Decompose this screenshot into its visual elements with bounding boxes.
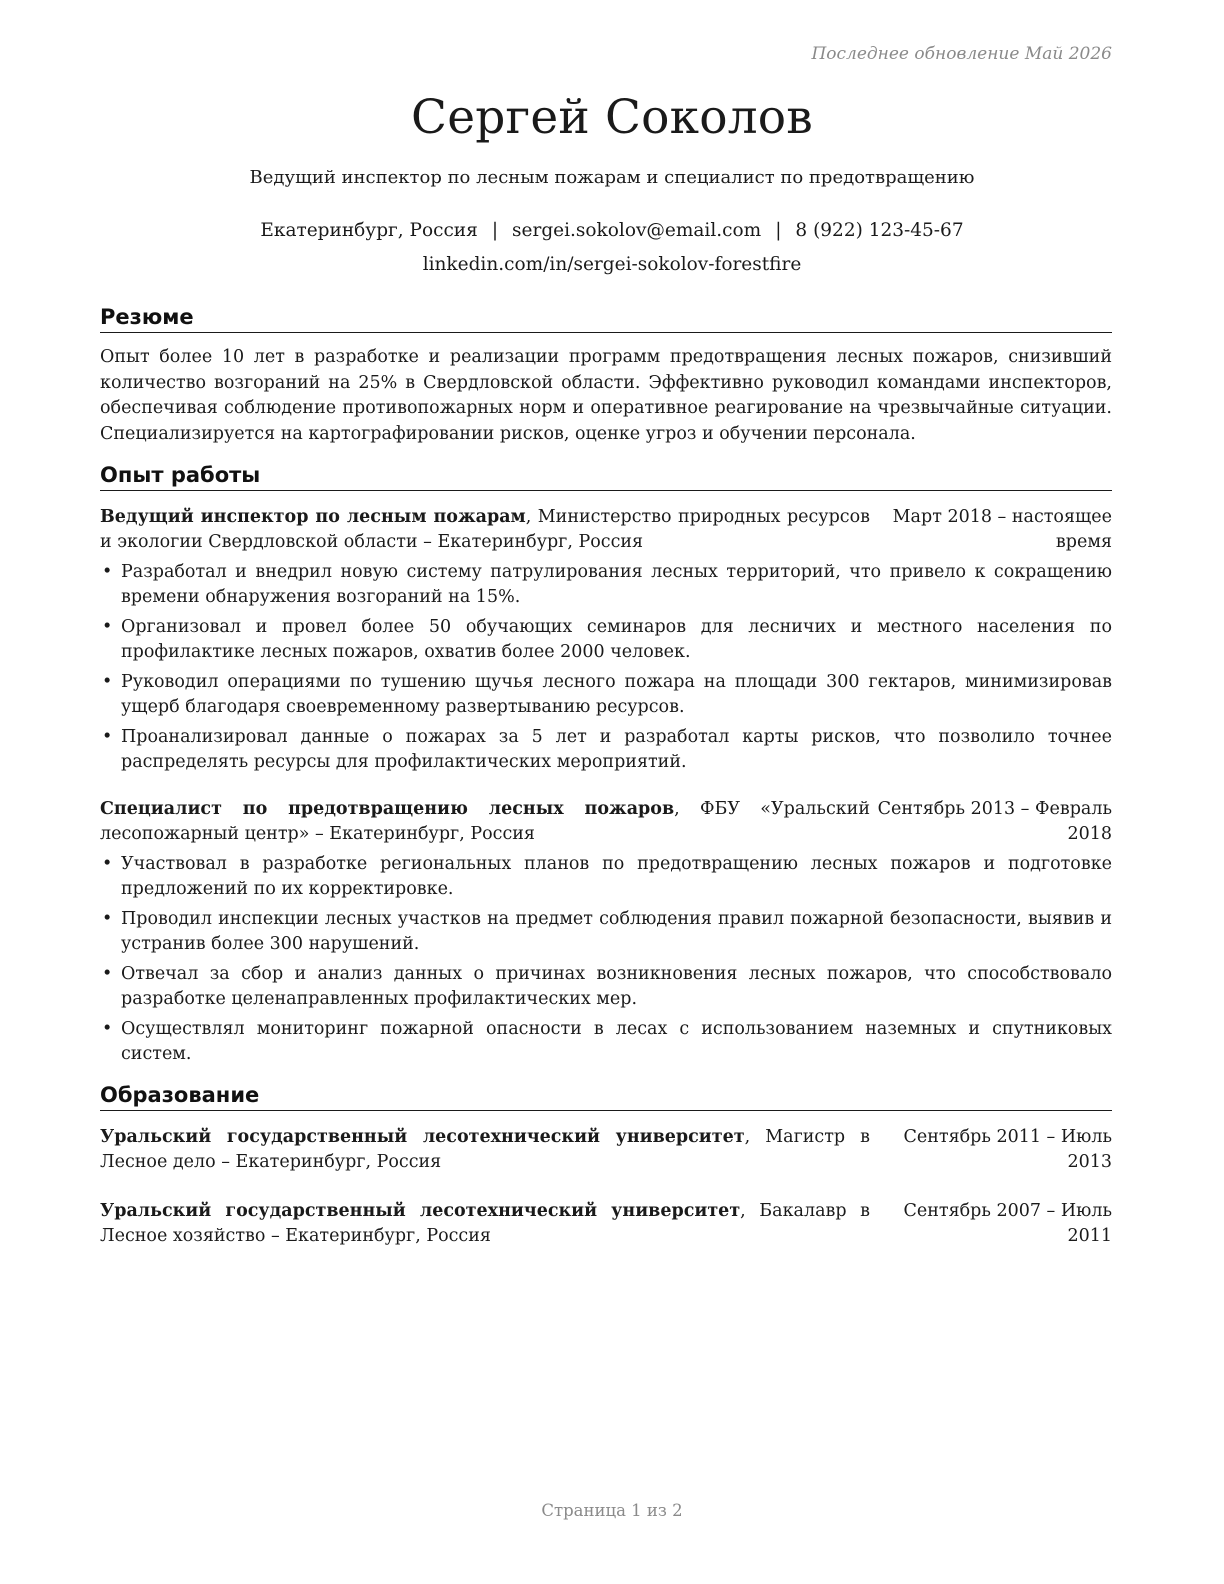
education-header — [100, 1125, 1112, 1175]
job-dates: Март 2018 – настоящее время — [892, 507, 1112, 552]
job-position: Специалист по предотвращению лесных пожаров — [100, 799, 675, 819]
job-employer: , ФБУ «Уральский лесопожарный центр» – Екатеринбург, Россия — [100, 799, 871, 844]
experience-section — [100, 461, 1112, 1067]
last-updated-note: Последнее обновление Май 2026 — [811, 44, 1112, 64]
education-entry — [100, 1125, 1112, 1175]
list-item: • Осуществлял мониторинг пожарной опасности в лесах с использованием наземных и спутниковых систем. — [100, 1017, 1112, 1067]
list-item: • Участвовал в разработке региональных планов по предотвращению лесных пожаров и подготовке предложений по их корректировке. — [100, 852, 1112, 902]
list-item: • Руководил операциями по тушению щучья лесного пожара на площади 300 гектаров, минимизировав ущерб благодаря своевременному развертыванию ресурсов. — [100, 670, 1112, 720]
education-section — [100, 1081, 1112, 1249]
phone-number: 8 (922) 123-45-67 — [795, 220, 964, 241]
job-bullets — [100, 852, 1112, 1067]
job-bullets — [100, 560, 1112, 775]
education-title-line — [100, 1199, 870, 1249]
section-title-experience: Опыт работы — [100, 461, 1112, 491]
section-title-summary: Резюме — [100, 303, 1112, 333]
job-header — [100, 797, 1112, 847]
linkedin-link[interactable]: linkedin.com/in/sergei-sokolov-forestfire — [422, 254, 802, 275]
education-details: , Магистр в Лесное дело – Екатеринбург, Россия — [100, 1127, 871, 1172]
education-dates: Сентябрь 2007 – Июль 2011 — [903, 1201, 1112, 1246]
job-employer: , Министерство природных ресурсов и экологии Свердловской области – Екатеринбург, Россия — [100, 507, 870, 552]
section-title-education: Образование — [100, 1081, 1112, 1111]
job-title-line — [100, 797, 870, 847]
education-dates: Сентябрь 2011 – Июль 2013 — [903, 1127, 1112, 1172]
education-institution: Уральский государственный лесотехнический университет — [100, 1127, 745, 1147]
list-item: • Отвечал за сбор и анализ данных о причинах возникновения лесных пожаров, что способствовало разработке целенаправленных профилактических мер. — [100, 962, 1112, 1012]
job-position: Ведущий инспектор по лесным пожарам — [100, 507, 526, 527]
job-entry — [100, 797, 1112, 1067]
job-dates: Сентябрь 2013 – Февраль 2018 — [877, 799, 1112, 844]
education-details: , Бакалавр в Лесное хозяйство – Екатеринбург, Россия — [100, 1201, 871, 1246]
job-entry — [100, 505, 1112, 775]
education-title-line — [100, 1125, 870, 1175]
resume-header — [0, 88, 1224, 278]
list-item: • Проводил инспекции лесных участков на предмет соблюдения правил пожарной безопасности, выявив и устранив более 300 нарушений. — [100, 907, 1112, 957]
candidate-name: Сергей Соколов — [411, 90, 813, 145]
summary-text: Опыт более 10 лет в разработке и реализации программ предотвращения лесных пожаров, снизивший количество возгораний на 25% в Свердловской области. Эффективно руководил командами инспекторов, обеспечивая соблюдение противопожарных норм и оперативное реагирование на чрезвычайные ситуации. Специализируется на картографировании рисков, оценке угроз и обучении персонала. — [100, 347, 1112, 444]
list-item: • Проанализировал данные о пожарах за 5 лет и разработал карты рисков, что позволило точнее распределять ресурсы для профилактических мероприятий. — [100, 725, 1112, 775]
page-number: Страница 1 из 2 — [541, 1501, 683, 1520]
contact-separator: | — [775, 220, 782, 241]
education-header — [100, 1199, 1112, 1249]
summary-section — [100, 303, 1112, 447]
contact-line — [0, 218, 1224, 244]
resume-content — [100, 303, 1112, 1263]
list-item: • Разработал и внедрил новую систему патрулирования лесных территорий, что привело к сокращению времени обнаружения возгораний на 15%. — [100, 560, 1112, 610]
education-entry — [100, 1199, 1112, 1249]
list-item: • Организовал и провел более 50 обучающих семинаров для лесничих и местного населения по профилактике лесных пожаров, охватив более 2000 человек. — [100, 615, 1112, 665]
location: Екатеринбург, Россия — [260, 220, 478, 241]
education-institution: Уральский государственный лесотехнический университет — [100, 1201, 741, 1221]
candidate-headline: Ведущий инспектор по лесным пожарам и специалист по предотвращению — [249, 167, 975, 188]
contact-separator: | — [491, 220, 499, 241]
job-title-line — [100, 505, 870, 555]
email-link[interactable]: sergei.sokolov@email.com — [512, 220, 762, 241]
job-header — [100, 505, 1112, 555]
